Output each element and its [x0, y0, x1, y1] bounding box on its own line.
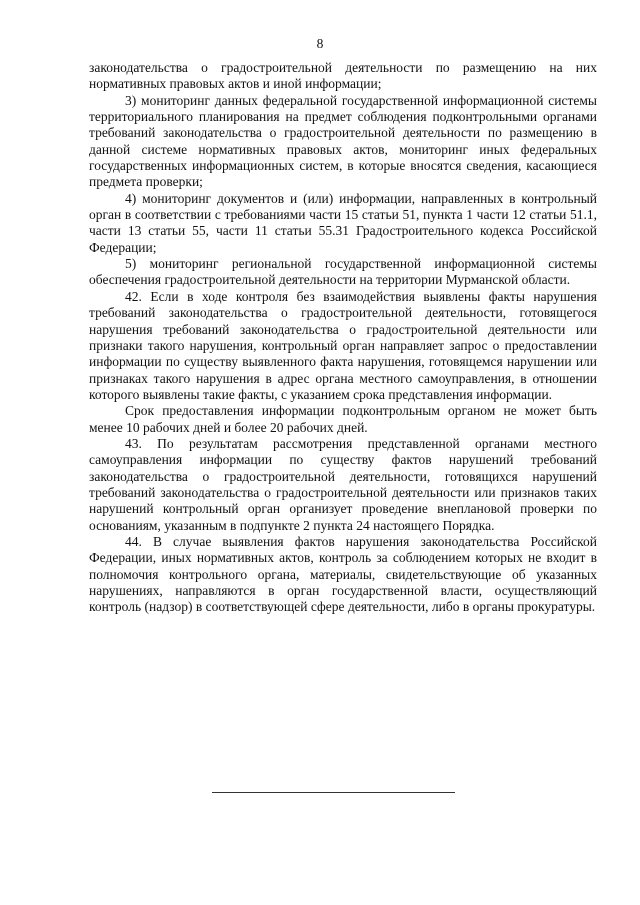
paragraph-clause-42: 42. Если в ходе контроля без взаимодействия выявлены факты нарушения требований законодательства о градостроительной деятельности, готовящегося нарушения требований законодательства о градостроительной деятельности или признаки такого нарушения, контрольный орган направляет запрос о предоставлении информации по существу выявленного факта нарушения, готовящемся нарушении или признаках такого нарушения в адрес органа местного самоуправления, в отношении которого выявлены такие факты, с указанием срока представления информации. — [89, 288, 597, 402]
end-of-document-rule — [212, 792, 455, 793]
paragraph-clause-44: 44. В случае выявления фактов нарушения законодательства Российской Федерации, иных нормативных актов, контроль за соблюдением которых не входит в полномочия контрольного органа, материалы, свидетельствующие об указанных нарушениях, направляются в орган государственной власти, осуществляющий контроль (надзор) в соответствующей сфере деятельности, либо в органы прокуратуры. — [89, 533, 597, 615]
paragraph-continuation: законодательства о градостроительной деятельности по размещению на них нормативных правовых актов и иной информации; — [89, 60, 597, 92]
paragraph-deadline: Срок предоставления информации подконтрольным органом не может быть менее 10 рабочих дней и более 20 рабочих дней. — [89, 403, 597, 435]
document-body — [89, 60, 597, 616]
paragraph-item-4: 4) мониторинг документов и (или) информации, направленных в контрольный орган в соответствии с требованиями части 15 статьи 51, пункта 1 части 12 статьи 51.1, части 13 статьи 55, части 11 статьи 55.31 Градостроительного кодекса Российской Федерации; — [89, 190, 597, 255]
page-number: 8 — [316, 36, 324, 51]
paragraph-clause-43: 43. По результатам рассмотрения представленной органами местного самоуправления информации по существу фактов нарушений требований законодательства о градостроительной деятельности, готовящихся нарушений требований законодательства о градостроительной деятельности или признаков таких нарушений контрольный орган организует проведение внеплановой проверки по основаниям, указанным в подпункте 2 пункта 24 настоящего Порядка. — [89, 435, 597, 533]
paragraph-item-3: 3) мониторинг данных федеральной государственной информационной системы территориального планирования на предмет соблюдения подконтрольными органами требований законодательства о градостроительной деятельности по размещению в данной системе нормативных правовых актов, мониторинг иных федеральных государственных информационных систем, в которые вносятся сведения, касающиеся предмета проверки; — [89, 92, 597, 190]
paragraph-item-5: 5) мониторинг региональной государственной информационной системы обеспечения градостроительной деятельности на территории Мурманской области. — [89, 256, 597, 288]
